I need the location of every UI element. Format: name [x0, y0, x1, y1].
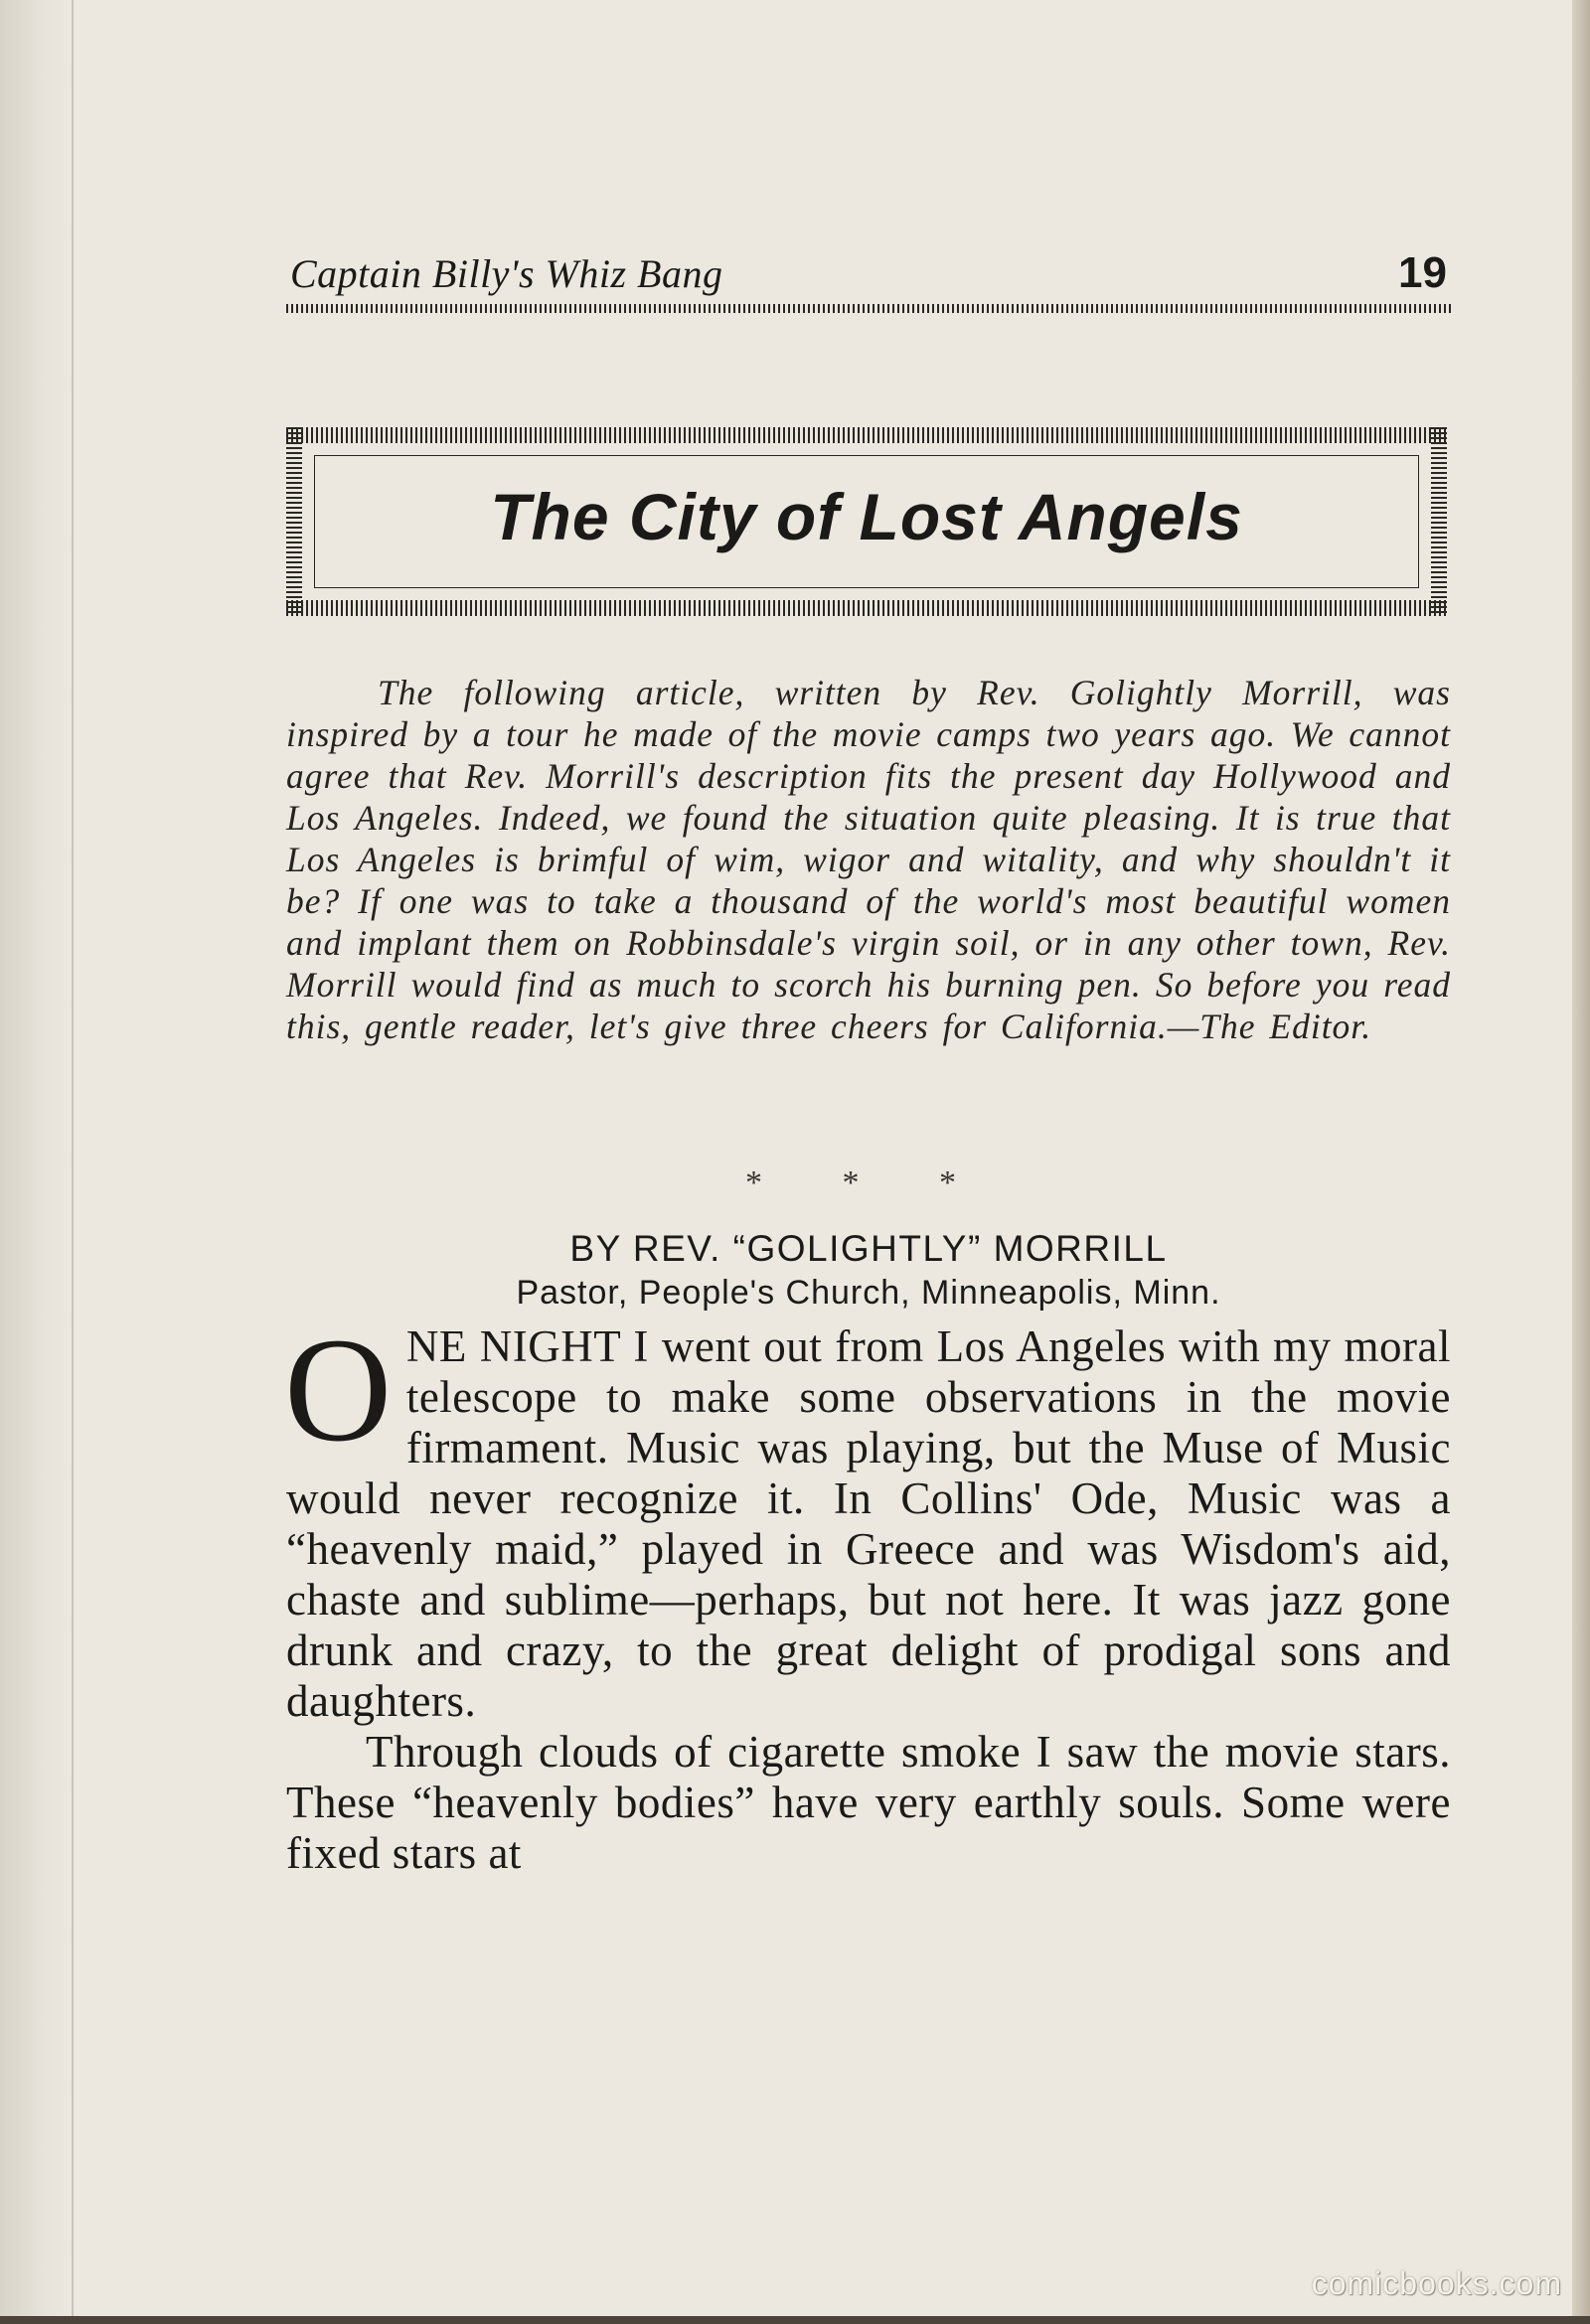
editor-note: The following article, written by Rev. Golightly Morrill, was inspired by a tour he made of the movie camps two years ago. We cannot agree that Rev. Morrill's description fits the present day Hollywood and Los Angeles. Indeed, we found the situation quite pleasing. It is true that Los Angeles is brimful of wim, wigor and witality, and why shouldn't it be? If one was to take a thousand of the world's most beautiful women and implant them on Robbinsdale's virgin soil, or in any other town, Rev. Morrill would find as much to scorch his burning pen. So before you read this, gentle reader, let's give three cheers for California.—The Editor.: [286, 673, 1451, 1046]
body-paragraph-1: [284, 1308, 1451, 1727]
page-left-edge: [0, 0, 74, 2324]
drop-cap: O: [284, 1308, 393, 1472]
header-rule: [286, 304, 1451, 313]
article-body: [284, 1308, 1451, 1879]
author-affiliation: Pastor, People's Church, Minneapolis, Minn.: [516, 1274, 1221, 1312]
title-box-border-top: [286, 427, 1447, 443]
body-paragraph-2: Through clouds of cigarette smoke I saw the movie stars. These “heavenly bodies” have very earthly souls. Some were fixed stars at: [286, 1727, 1451, 1878]
watermark: comicbooks.com: [1311, 2265, 1562, 2301]
title-box-border-bottom: [286, 600, 1447, 616]
paragraph-1-text: NE NIGHT I went out from Los Angeles with my moral telescope to make some observations in the movie firmament. Music was playing, but the Muse of Music would never recognize it. In Collins' Ode, Music was a “heavenly maid,” played in Greece and was Wisdom's aid, chaste and sublime—perhaps, but not here. It was jazz gone drunk and crazy, to the great delight of prodigal sons and daughters.: [286, 1321, 1451, 1726]
title-box: [286, 427, 1447, 616]
running-head: [286, 250, 1451, 302]
byline: BY REV. “GOLIGHTLY” MORRILL: [569, 1228, 1168, 1269]
section-separator: * * *: [745, 1164, 992, 1201]
article-title: The City of Lost Angels: [490, 480, 1243, 553]
page-bottom-edge: [0, 2316, 1590, 2324]
page-right-edge: [1572, 0, 1590, 2324]
magazine-name: Captain Billy's Whiz Bang: [290, 251, 723, 296]
page-number: 19: [1398, 248, 1447, 297]
